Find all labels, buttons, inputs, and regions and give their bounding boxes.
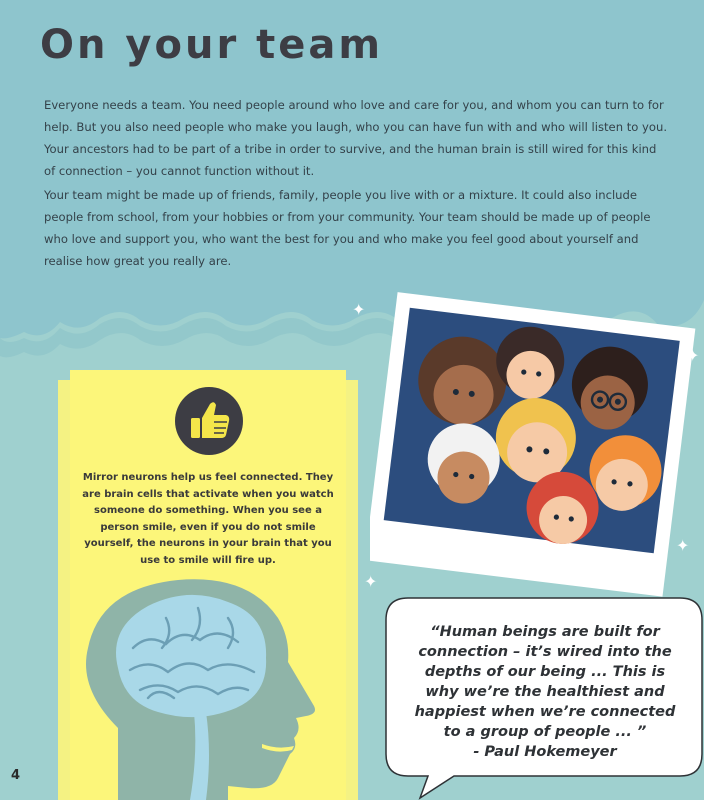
sparkle-icon: ✦: [364, 572, 378, 591]
sparkle-icon: ✦: [686, 346, 700, 365]
head-brain-illustration: [78, 578, 342, 800]
friends-photo: [370, 290, 700, 600]
sparkle-icon: ✦: [676, 536, 690, 555]
fact-box-text: Mirror neurons help us feel connected. They are brain cells that activate when you watch someone do something. When you see a person smile, even if you do not smile yourself, the neurons in your brain that you use to smile will fire up.: [82, 472, 334, 566]
page-number: 4: [11, 768, 21, 783]
quote-author: - Paul Hokemeyer: [473, 744, 617, 760]
quote-body: “Human beings are built for connection – it’s wired into the depths of our being ... This is why we’re the healthiest and happiest when we’re connected to a group of people ... ”: [414, 624, 676, 740]
intro-paragraph-2: Your team might be made up of friends, family, people you live with or a mixture. It could also include people from school, from your hobbies or from your community. Your team should be made up of people who love and support you, who want the best for you and who make you feel good about yourself and realise how great you really are.: [44, 188, 651, 268]
intro-paragraph-1: Everyone needs a team. You need people around who love and care for you, and whom you can turn to for help. But you also need people who make you laugh, who you can have fun with and who will listen to you. Your ancestors had to be part of a tribe in order to survive, and the human brain is still wired for this kind of connection – you cannot function without it.: [44, 98, 668, 178]
thumbs-up-icon: [174, 386, 244, 456]
quote-text: [410, 622, 680, 762]
sparkle-icon: ✦: [352, 300, 366, 319]
page-title: On your team: [40, 22, 384, 68]
